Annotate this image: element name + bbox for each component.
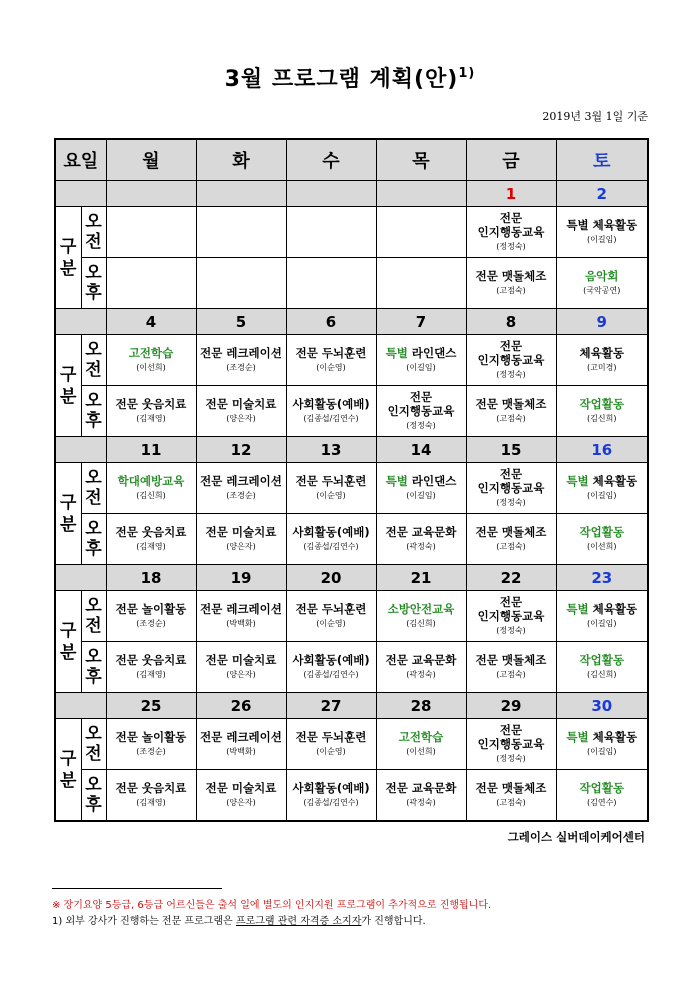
date-cell: 20 [286, 565, 376, 591]
gubun-label: 구분 [60, 748, 77, 791]
program-name: 전문 두뇌훈련 [295, 602, 367, 616]
program-name: 전문 놀이활동 [115, 602, 187, 616]
date-row [55, 437, 648, 463]
program-cell [466, 719, 556, 770]
program-name: 학대예방교육 [117, 474, 185, 488]
program-cell [376, 463, 466, 514]
program-name: 전문 웃음치료 [115, 653, 187, 667]
instructor-name: (곽정숙) [406, 670, 436, 679]
program-name: 음악회 [585, 269, 619, 283]
am-label: 오전 [85, 724, 102, 764]
program-cell [196, 335, 286, 386]
program-name: 전문 웃음치료 [115, 397, 187, 411]
instructor-name: (국악공연) [583, 286, 621, 295]
instructor-name: (정정숙) [406, 421, 436, 430]
program-name: 전문 인지행동교육 [477, 211, 545, 239]
date-cell: 12 [196, 437, 286, 463]
program-name: 작업활동 [579, 397, 624, 411]
program-name: 전문 미술치료 [205, 397, 277, 411]
instructor-name: (조경순) [136, 747, 166, 756]
instructor-name: (박백화) [226, 747, 256, 756]
date-cell: 25 [106, 693, 196, 719]
instructor-name: (김신희) [136, 491, 166, 500]
weekday-header-label: 요일 [55, 139, 106, 181]
program-name: 특별 체육활동 [566, 602, 638, 616]
program-cell [466, 463, 556, 514]
program-cell [466, 207, 556, 258]
program-cell [106, 719, 196, 770]
date-cell: 19 [196, 565, 286, 591]
program-cell [376, 719, 466, 770]
program-cell [286, 463, 376, 514]
instructor-name: (김신희) [587, 414, 617, 423]
program-cell [196, 770, 286, 822]
program-cell [376, 770, 466, 822]
am-label-cell [81, 719, 106, 770]
instructor-name: (이길임) [587, 491, 617, 500]
instructor-name: (곽정숙) [406, 542, 436, 551]
instructor-name: (정정숙) [496, 498, 526, 507]
date-cell: 26 [196, 693, 286, 719]
instructor-name: (조경순) [136, 619, 166, 628]
program-cell [376, 207, 466, 258]
date-cell: 22 [466, 565, 556, 591]
page-title: 3월 프로그램 계획(안)$^{1)}$ [224, 66, 476, 92]
date-cell: 9 [556, 309, 648, 335]
instructor-name: (고점숙) [496, 798, 526, 807]
program-name: 전문 레크레이션 [200, 602, 282, 616]
date-cell: 30 [556, 693, 648, 719]
date-cell: 1 [466, 181, 556, 207]
program-name: 전문 레크레이션 [200, 346, 282, 360]
program-name: 특별 체육활동 [566, 218, 638, 232]
program-name: 전문 놀이활동 [115, 730, 187, 744]
instructor-name: (이길임) [587, 619, 617, 628]
am-row [55, 335, 648, 386]
instructor-name: (이선희) [406, 747, 436, 756]
date-row-spacer [55, 437, 106, 463]
gubun-cell [55, 207, 81, 309]
instructor-name: (김재영) [136, 798, 166, 807]
program-cell [466, 591, 556, 642]
program-name: 특별 라인댄스 [385, 474, 457, 488]
date-cell: 13 [286, 437, 376, 463]
instructor-name: (고점숙) [496, 670, 526, 679]
date-cell: 4 [106, 309, 196, 335]
program-cell [376, 642, 466, 693]
program-cell [106, 514, 196, 565]
program-name: 전문 웃음치료 [115, 525, 187, 539]
program-name: 전문 교육문화 [385, 781, 457, 795]
date-cell: 5 [196, 309, 286, 335]
program-name: 전문 미술치료 [205, 525, 277, 539]
date-cell: 7 [376, 309, 466, 335]
date-cell: 8 [466, 309, 556, 335]
am-label: 오전 [85, 212, 102, 252]
program-cell [286, 770, 376, 822]
program-cell [196, 463, 286, 514]
am-row [55, 207, 648, 258]
program-name: 특별 라인댄스 [385, 346, 457, 360]
program-cell [556, 463, 648, 514]
pm-label-cell [81, 514, 106, 565]
program-cell [376, 386, 466, 437]
program-cell [196, 258, 286, 309]
instructor-name: (이길임) [587, 747, 617, 756]
program-name: 전문 인지행동교육 [387, 390, 455, 418]
instructor-name: (양은자) [226, 414, 256, 423]
program-name: 전문 맷돌체조 [475, 269, 547, 283]
program-name: 전문 레크레이션 [200, 730, 282, 744]
program-cell [106, 591, 196, 642]
pm-row [55, 514, 648, 565]
date-cell: 29 [466, 693, 556, 719]
instructor-name: (김종섭/김연수) [303, 414, 359, 423]
gubun-cell [55, 463, 81, 565]
program-name: 전문 두뇌훈련 [295, 474, 367, 488]
gubun-cell [55, 719, 81, 822]
date-cell: 27 [286, 693, 376, 719]
program-name: 전문 인지행동교육 [477, 339, 545, 367]
program-cell [466, 514, 556, 565]
instructor-name: (조경순) [226, 363, 256, 372]
program-cell [106, 258, 196, 309]
instructor-name: (정정숙) [496, 242, 526, 251]
program-cell [556, 719, 648, 770]
pm-row [55, 386, 648, 437]
program-cell [196, 591, 286, 642]
date-cell [196, 181, 286, 207]
program-name: 전문 미술치료 [205, 653, 277, 667]
instructor-name: (고점숙) [496, 542, 526, 551]
date-cell [376, 181, 466, 207]
program-name: 특별 체육활동 [566, 474, 638, 488]
instructor-name: (김연수) [587, 798, 617, 807]
base-date: 2019년 3월 1일 기준 [542, 110, 648, 123]
program-calendar-table [54, 138, 649, 822]
program-name: 전문 웃음치료 [115, 781, 187, 795]
program-name: 사회활동(예배) [292, 525, 370, 539]
program-cell [376, 514, 466, 565]
date-cell: 16 [556, 437, 648, 463]
program-cell [466, 642, 556, 693]
program-cell [286, 719, 376, 770]
gubun-label: 구분 [60, 492, 77, 535]
program-cell [106, 463, 196, 514]
program-name: 전문 두뇌훈련 [295, 730, 367, 744]
instructor-name: (김종섭/김연수) [303, 542, 359, 551]
program-cell [286, 258, 376, 309]
program-cell [556, 335, 648, 386]
date-row [55, 693, 648, 719]
weekday-thu: 목 [376, 139, 466, 181]
instructor-name: (이순영) [316, 619, 346, 628]
instructor-name: (이선희) [587, 542, 617, 551]
pm-label-cell [81, 770, 106, 822]
pm-row [55, 258, 648, 309]
weekday-tue: 화 [196, 139, 286, 181]
program-name: 고전학습 [398, 730, 444, 744]
pm-label: 오후 [85, 775, 102, 815]
instructor-name: (김재영) [136, 542, 166, 551]
program-cell [286, 335, 376, 386]
instructor-name: (정정숙) [496, 626, 526, 635]
pm-row [55, 770, 648, 822]
instructor-name: (정정숙) [496, 370, 526, 379]
program-name: 전문 미술치료 [205, 781, 277, 795]
program-name: 사회활동(예배) [292, 653, 370, 667]
program-cell [466, 386, 556, 437]
program-cell [556, 207, 648, 258]
instructor-name: (이길임) [587, 235, 617, 244]
program-cell [556, 642, 648, 693]
pm-label-cell [81, 258, 106, 309]
instructor-name: (고점숙) [496, 414, 526, 423]
instructor-name: (정정숙) [496, 754, 526, 763]
date-cell: 6 [286, 309, 376, 335]
pm-label-cell [81, 386, 106, 437]
am-label: 오전 [85, 340, 102, 380]
date-row-spacer [55, 565, 106, 591]
date-cell: 21 [376, 565, 466, 591]
program-cell [466, 770, 556, 822]
am-label: 오전 [85, 596, 102, 636]
date-cell [106, 181, 196, 207]
weekday-header-row [55, 139, 648, 181]
am-row [55, 463, 648, 514]
instructor-name: (이순영) [316, 747, 346, 756]
instructor-name: (김신희) [587, 670, 617, 679]
program-cell [376, 591, 466, 642]
program-cell [556, 591, 648, 642]
program-cell [376, 258, 466, 309]
am-label: 오전 [85, 468, 102, 508]
program-cell [106, 386, 196, 437]
pm-label: 오후 [85, 263, 102, 303]
program-name: 전문 인지행동교육 [477, 467, 545, 495]
gubun-label: 구분 [60, 236, 77, 279]
instructor-name: (김재영) [136, 670, 166, 679]
footnote-instructor-note: 1) 외부 강사가 진행하는 전문 프로그램은 프로그램 관련 자격증 소지자가 진행합니다. [52, 916, 426, 927]
footnote-grade-note: ※ 장기요양 5등급, 6등급 어르신들은 출석 일에 별도의 인지지원 프로그램이 추가적으로 진행됩니다. [52, 900, 492, 911]
program-name: 전문 맷돌체조 [475, 781, 547, 795]
weekday-sat: 토 [556, 139, 648, 181]
program-cell [466, 258, 556, 309]
date-row-spacer [55, 309, 106, 335]
pm-label-cell [81, 642, 106, 693]
program-cell [196, 719, 286, 770]
date-cell: 2 [556, 181, 648, 207]
weekday-mon: 월 [106, 139, 196, 181]
program-name: 작업활동 [579, 781, 624, 795]
instructor-name: (양은자) [226, 798, 256, 807]
pm-label: 오후 [85, 647, 102, 687]
footnote-divider [52, 888, 222, 889]
date-cell: 28 [376, 693, 466, 719]
date-row [55, 565, 648, 591]
date-row [55, 181, 648, 207]
program-name: 작업활동 [579, 653, 624, 667]
instructor-name: (곽정숙) [406, 798, 436, 807]
instructor-name: (고미경) [587, 363, 617, 372]
footnote-underline: 프로그램 관련 자격증 소지자 [235, 916, 362, 927]
program-cell [286, 642, 376, 693]
date-cell: 11 [106, 437, 196, 463]
date-row-spacer [55, 693, 106, 719]
instructor-name: (김신희) [406, 619, 436, 628]
date-cell: 23 [556, 565, 648, 591]
pm-row [55, 642, 648, 693]
program-name: 소방안전교육 [387, 602, 455, 616]
gubun-label: 구분 [60, 620, 77, 663]
program-name: 전문 레크레이션 [200, 474, 282, 488]
instructor-name: (이순영) [316, 363, 346, 372]
program-cell [106, 335, 196, 386]
program-name: 전문 맷돌체조 [475, 397, 547, 411]
pm-label: 오후 [85, 391, 102, 431]
title-footnote-mark: 1) [458, 66, 476, 81]
program-name: 고전학습 [128, 346, 174, 360]
instructor-name: (이선희) [136, 363, 166, 372]
instructor-name: (박백화) [226, 619, 256, 628]
program-name: 체육활동 [579, 346, 624, 360]
organization-name: 그레이스 실버데이케어센터 [507, 830, 645, 844]
date-row-spacer [55, 181, 106, 207]
program-cell [196, 386, 286, 437]
program-cell [556, 386, 648, 437]
program-cell [286, 386, 376, 437]
date-row [55, 309, 648, 335]
program-cell [106, 642, 196, 693]
instructor-name: (김재영) [136, 414, 166, 423]
am-row [55, 591, 648, 642]
am-label-cell [81, 591, 106, 642]
program-cell [556, 514, 648, 565]
instructor-name: (조경순) [226, 491, 256, 500]
program-name: 사회활동(예배) [292, 781, 370, 795]
am-label-cell [81, 463, 106, 514]
program-name: 전문 두뇌훈련 [295, 346, 367, 360]
program-name: 전문 인지행동교육 [477, 723, 545, 751]
weekday-fri: 금 [466, 139, 556, 181]
program-cell [286, 207, 376, 258]
program-cell [556, 770, 648, 822]
program-cell [196, 642, 286, 693]
program-cell [376, 335, 466, 386]
date-cell [286, 181, 376, 207]
instructor-name: (양은자) [226, 670, 256, 679]
program-cell [286, 591, 376, 642]
instructor-name: (양은자) [226, 542, 256, 551]
program-name: 전문 교육문화 [385, 653, 457, 667]
gubun-cell [55, 335, 81, 437]
program-cell [196, 207, 286, 258]
date-cell: 15 [466, 437, 556, 463]
instructor-name: (김종섭/김연수) [303, 670, 359, 679]
pm-label: 오후 [85, 519, 102, 559]
program-name: 전문 맷돌체조 [475, 653, 547, 667]
program-name: 사회활동(예배) [292, 397, 370, 411]
program-name: 전문 교육문화 [385, 525, 457, 539]
am-row [55, 719, 648, 770]
instructor-name: (고점숙) [496, 286, 526, 295]
gubun-cell [55, 591, 81, 693]
weekday-wed: 수 [286, 139, 376, 181]
program-cell [286, 514, 376, 565]
program-name: 전문 맷돌체조 [475, 525, 547, 539]
instructor-name: (이길임) [406, 491, 436, 500]
am-label-cell [81, 335, 106, 386]
date-cell: 18 [106, 565, 196, 591]
date-cell: 14 [376, 437, 466, 463]
program-cell [106, 770, 196, 822]
am-label-cell [81, 207, 106, 258]
program-name: 작업활동 [579, 525, 624, 539]
instructor-name: (이길임) [406, 363, 436, 372]
instructor-name: (김종섭/김연수) [303, 798, 359, 807]
program-cell [466, 335, 556, 386]
program-name: 전문 인지행동교육 [477, 595, 545, 623]
program-cell [106, 207, 196, 258]
program-cell [556, 258, 648, 309]
program-name: 특별 체육활동 [566, 730, 638, 744]
instructor-name: (이순영) [316, 491, 346, 500]
gubun-label: 구분 [60, 364, 77, 407]
program-cell [196, 514, 286, 565]
